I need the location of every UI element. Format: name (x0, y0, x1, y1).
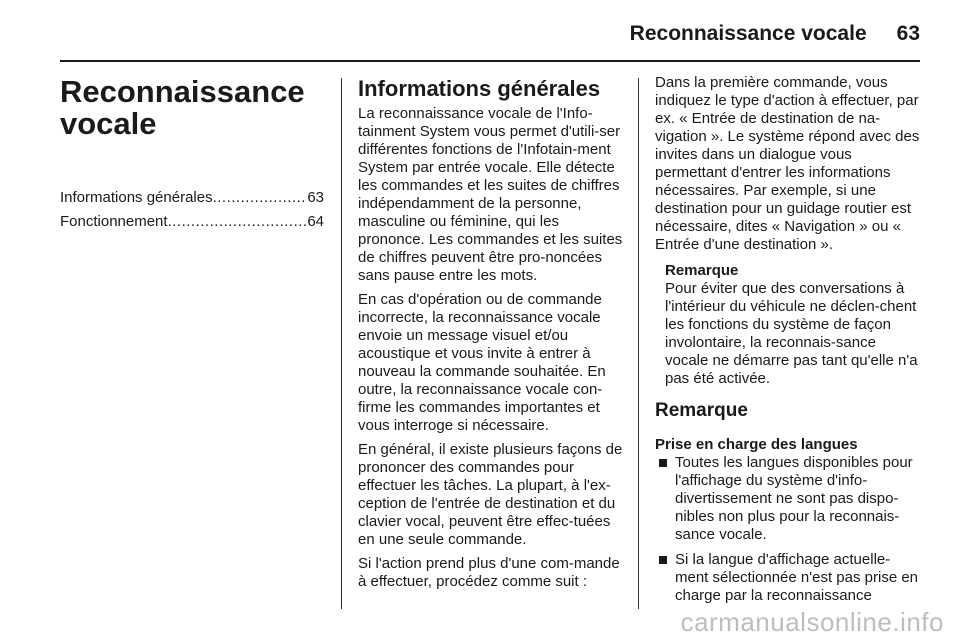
page-number: 63 (896, 22, 920, 45)
column-divider-1 (341, 78, 342, 609)
section-paragraph: Si l'action prend plus d'une com-mande à effectuer, procédez comme suit : (358, 555, 620, 590)
section-paragraph: La reconnaissance vocale de l'Info-tainment System vous permet d'utili-ser différentes fonctions de l'Infotain-ment System par entrée vocale. Elle détecte les commandes et les suites de chiffres indépendamment de la personne, masculine ou féminine, qui les prononce. Les commandes et les suites de chiffres peuvent être pro-noncées sans pause entre les mots. (358, 105, 623, 284)
watermark: carmanualsonline.info (680, 607, 944, 637)
column-section (358, 74, 624, 597)
toc-entry-informations[interactable] (60, 186, 324, 210)
section-title: Informations générales (358, 76, 601, 101)
column-chapter (60, 74, 324, 234)
section-paragraph: En cas d'opération ou de commande incorrecte, la reconnaissance vocale envoie un message visuel et/ou acoustique et vous invite à entrer à nouveau la commande souhaitée. En outre, la reconnaissance vocale con-firme les commandes importantes et vous interroge si nécessaire. (358, 291, 606, 434)
toc-entry-fonctionnement[interactable] (60, 210, 324, 234)
toc-leader-dots (168, 210, 308, 234)
section-paragraph: En général, il existe plusieurs façons de prononcer des commandes pour effectuer les tâches. La plupart, à l'ex-ception de l'entrée de destination et du clavier vocal, peuvent être effec-tuées en une seule commande. (358, 441, 623, 548)
toc-leader-dots (213, 186, 308, 210)
note-title: Remarque (665, 262, 739, 279)
list-item (655, 551, 923, 605)
list-item-text: Toutes les langues disponibles pour l'affichage du système d'info-divertissement ne sont pas dispo-nibles non plus pour la reconnais-sance vocale. (675, 454, 913, 543)
note-text: Pour éviter que des conversations à l'intérieur du véhicule ne déclen-chent les fonctions du système de façon involontaire, la reconnais-sance vocale ne démarre pas tant qu'elle n'a pas été activée. (665, 280, 918, 387)
header-title: Reconnaissance vocale (629, 22, 867, 45)
column-continued (655, 74, 923, 612)
body-paragraph: Dans la première commande, vous indiquez le type d'action à effectuer, par ex. « Entrée de destination de na-vigation ». Le système répond avec des invites dans un dialogue vous permettant d'entrer les informations nécessaires. Par exemple, si une destination pour un guidage routier est nécessaire, dites « Navigation » ou « Entrée d'une destination ». (655, 74, 920, 253)
column-divider-2 (638, 78, 639, 609)
bullet-list (655, 454, 923, 605)
toc-page: 64 (307, 213, 324, 230)
toc-page: 63 (307, 189, 324, 206)
table-of-contents (60, 186, 324, 234)
page-header (60, 14, 920, 54)
subheading-languages: Prise en charge des langues (655, 436, 858, 453)
toc-label: Informations générales (60, 189, 213, 206)
list-item-text: Si la langue d'affichage actuelle-ment sélectionnée n'est pas prise en charge par la reconnaissance (675, 551, 919, 604)
header-rule (60, 60, 920, 62)
chapter-title: Reconnaissance vocale (60, 74, 305, 141)
list-item (655, 454, 923, 544)
square-bullet-icon (659, 556, 667, 564)
remarque-heading: Remarque (655, 400, 748, 421)
note-box (655, 262, 923, 388)
square-bullet-icon (659, 459, 667, 467)
toc-label: Fonctionnement (60, 213, 168, 230)
